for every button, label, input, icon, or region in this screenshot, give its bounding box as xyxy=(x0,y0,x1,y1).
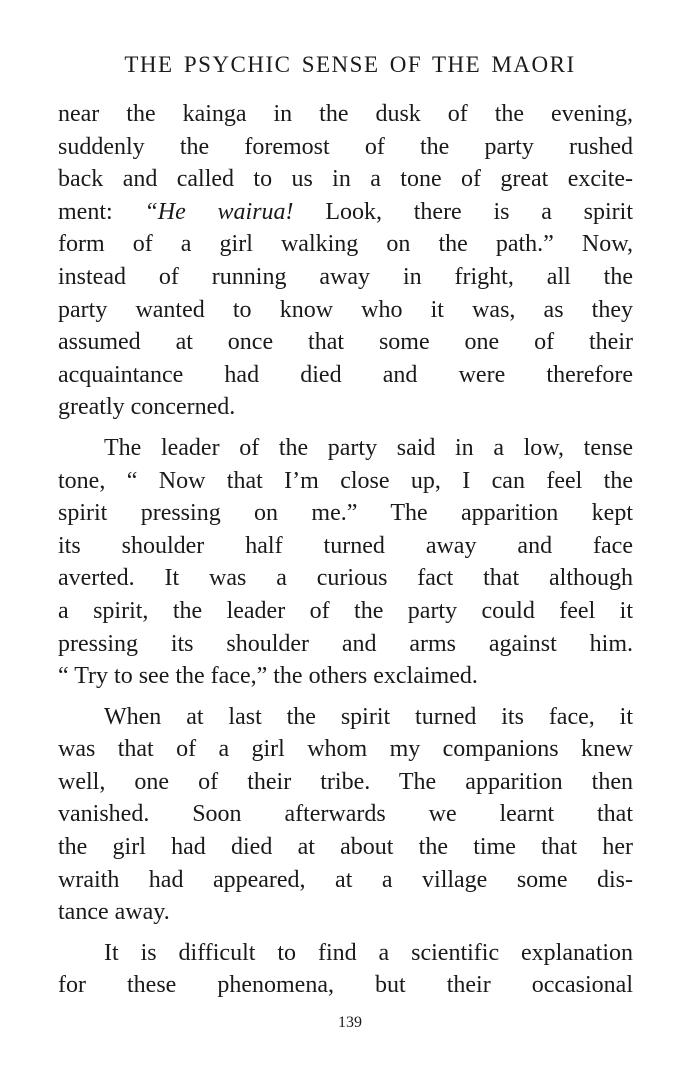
text-line: suddenly the foremost of the party rushed xyxy=(58,133,633,160)
text-line: vanished. Soon afterwards we learnt that xyxy=(58,801,633,828)
text-line: wraith had appeared, at a village some dis- xyxy=(58,866,633,893)
paragraph-3 xyxy=(58,701,633,929)
text-line: It is difficult to find a scientific explanation xyxy=(104,939,633,966)
text-line: the girl had died at about the time that her xyxy=(58,834,633,861)
text-line: near the kainga in the dusk of the evening, xyxy=(58,101,633,127)
text-line: acquaintance had died and were therefore xyxy=(58,361,633,388)
text-line: for these phenomena, but their occasional xyxy=(58,972,633,999)
maori-phrase: “He wairua! xyxy=(144,198,294,225)
text-line: party wanted to know who it was, as they xyxy=(58,296,633,323)
text-line: When at last the spirit turned its face, it xyxy=(104,703,633,730)
paragraph-2 xyxy=(58,432,633,693)
text-line: its shoulder half turned away and face xyxy=(58,532,633,559)
text-line-segment: Look, there is a spirit xyxy=(293,198,634,225)
text-line: assumed at once that some one of their xyxy=(58,329,633,356)
text-line xyxy=(58,196,633,229)
text-line: instead of running away in fright, all the xyxy=(58,263,633,290)
text-line: averted. It was a curious fact that although xyxy=(58,565,633,592)
running-head: THE PSYCHIC SENSE OF THE MAORI xyxy=(124,52,576,77)
text-line: “ Try to see the face,” the others exclaimed. xyxy=(58,663,478,690)
text-line: back and called to us in a tone of great excite- xyxy=(58,166,633,193)
paragraph-1 xyxy=(58,98,633,424)
text-line-segment: ment: xyxy=(58,198,145,225)
text-line: tance away. xyxy=(58,899,170,926)
text-line: was that of a girl whom my companions knew xyxy=(58,736,633,763)
text-line: well, one of their tribe. The apparition then xyxy=(58,768,633,795)
text-line: pressing its shoulder and arms against him. xyxy=(58,630,633,657)
text-line: The leader of the party said in a low, tense xyxy=(104,434,633,461)
body-text xyxy=(58,98,633,1010)
text-line: tone, “ Now that I’m close up, I can feel the xyxy=(58,467,633,494)
text-line: a spirit, the leader of the party could feel it xyxy=(58,597,633,624)
text-line: form of a girl walking on the path.” Now, xyxy=(58,231,633,258)
text-line: spirit pressing on me.” The apparition kept xyxy=(58,500,633,527)
page-number: 139 xyxy=(338,1014,362,1031)
paragraph-4 xyxy=(58,937,633,1002)
text-line: greatly concerned. xyxy=(58,394,236,421)
